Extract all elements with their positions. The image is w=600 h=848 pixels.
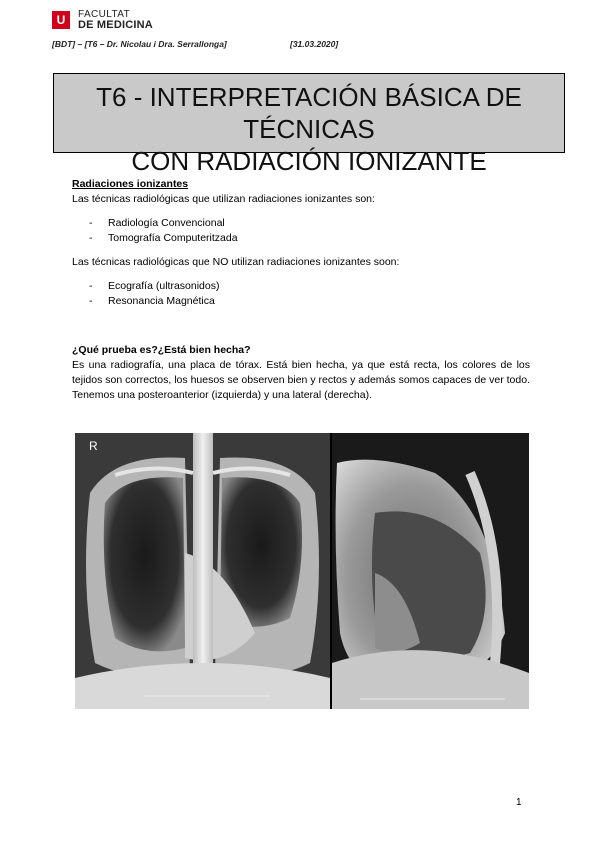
document-header: [52, 39, 339, 49]
section-heading-radiaciones: Radiaciones ionizantes: [72, 178, 189, 190]
university-logo-mark: U: [52, 11, 70, 29]
title-line1: T6 - INTERPRETACIÓN BÁSICA DE TÉCNICAS: [96, 82, 522, 144]
document-date: [31.03.2020]: [290, 39, 339, 49]
list-item: - Resonancia Magnética: [72, 294, 530, 309]
section-heading-prueba: ¿Qué prueba es?¿Está bien hecha?: [72, 344, 251, 356]
list-ionizing-techniques: [72, 216, 530, 246]
faculty-line1: FACULTAT: [78, 9, 131, 20]
list-item: - Tomografía Computeritzada: [72, 231, 530, 246]
pa-view: [75, 433, 330, 709]
list-item: - Ecografía (ultrasonidos): [72, 279, 530, 294]
list-non-ionizing-techniques: [72, 279, 530, 309]
lateral-view: [332, 433, 529, 709]
faculty-line2: DE MEDICINA: [78, 19, 153, 31]
paragraph-intro-no: Las técnicas radiológicas que NO utilizan radiaciones ionizantes soon:: [72, 256, 400, 268]
xray-side-marker: R: [89, 439, 98, 453]
title-box: [53, 73, 565, 176]
page-number: 1: [516, 797, 522, 808]
faculty-logo: [52, 9, 153, 31]
document-body: [72, 177, 530, 403]
paragraph-prueba: Es una radiografía, una placa de tórax. Está bien hecha, ya que está recta, los colores de los tejidos son correctos, los huesos se observen bien y rectos y además somos capaces de ver todo. Tenemos una posteroanterior (izquierda) y una lateral (derecha).: [72, 359, 530, 401]
chest-xray-image: [75, 433, 529, 709]
list-item: - Radiología Convencional: [72, 216, 530, 231]
paragraph-intro-yes: Las técnicas radiológicas que utilizan radiaciones ionizantes son:: [72, 193, 375, 205]
course-meta: [BDT] – [T6 – Dr. Nicolau i Dra. Serrallonga]: [52, 39, 227, 49]
title-line2: CON RADIACIÓN IONIZANTE: [131, 146, 487, 176]
faculty-name: [78, 9, 153, 31]
